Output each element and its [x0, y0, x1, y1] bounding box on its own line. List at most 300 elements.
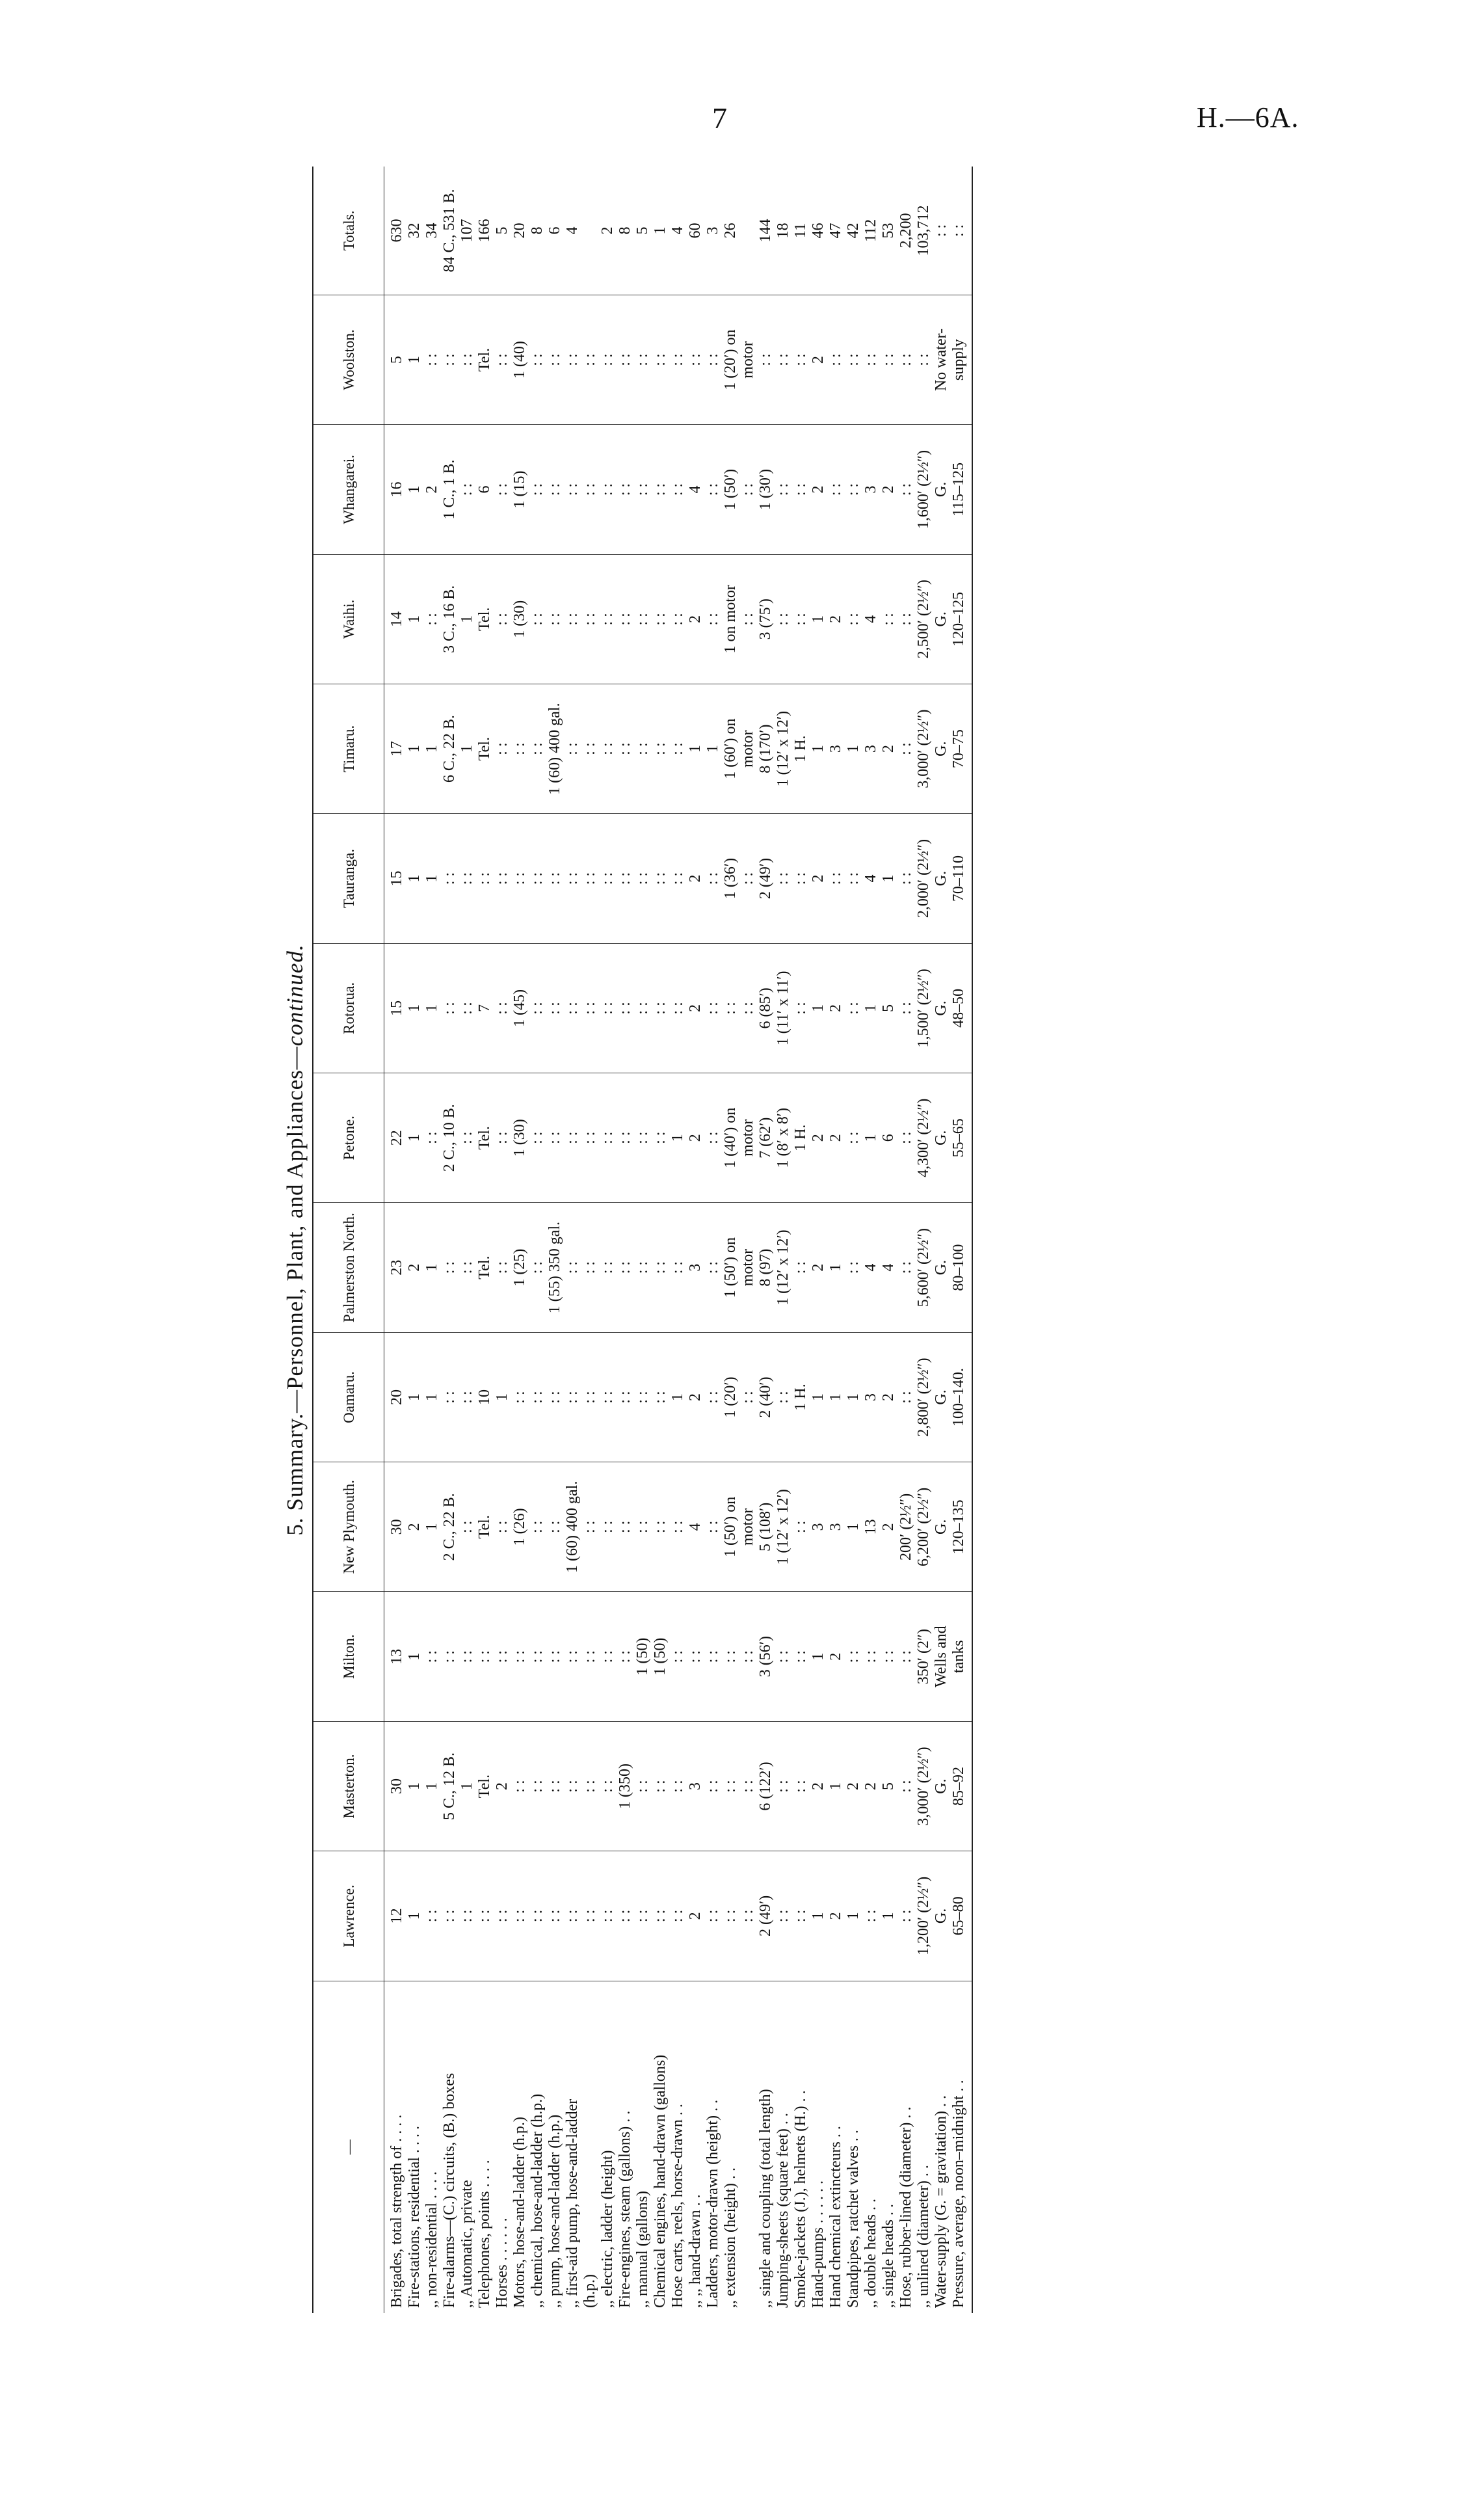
- table-cell: 2: [880, 1393, 897, 1401]
- table-cell: 350′ (2″): [915, 1629, 932, 1685]
- header-row: [313, 167, 384, 2313]
- table-cell: [739, 1983, 757, 2308]
- table-cell: 1: [406, 1652, 423, 1661]
- table-cell: 1: [810, 745, 827, 753]
- table-cell: : :: [617, 1261, 633, 1274]
- table-cell: : :: [845, 613, 862, 626]
- table-cell: : :: [458, 1909, 475, 1923]
- table-cell: 1 on motor: [722, 585, 739, 654]
- table-cell: 1 (30′): [757, 468, 774, 511]
- table-cell: : :: [494, 1002, 511, 1015]
- table-cell: : :: [599, 1391, 616, 1404]
- table-cell: 4,300′ (2½″): [915, 1098, 932, 1177]
- table-cell: motor: [739, 341, 756, 379]
- table-cell: 1 (30): [511, 600, 528, 638]
- table-cell: 7: [476, 1004, 493, 1012]
- table-cell: : :: [739, 872, 756, 885]
- table-cell: : :: [915, 353, 932, 366]
- table-cell: G.: [933, 1519, 950, 1535]
- table-cell: 18: [775, 222, 791, 239]
- table-cell: : :: [458, 1261, 475, 1274]
- page-reference: H.—6A.: [1197, 101, 1299, 133]
- table-cell: : :: [494, 742, 511, 755]
- table-cell: 42: [845, 222, 862, 239]
- column-header: Tauranga.: [313, 814, 384, 943]
- column-header: Waihi.: [313, 554, 384, 684]
- data-column: [384, 1592, 973, 1721]
- table-cell: 1: [669, 1393, 686, 1401]
- table-cell: : :: [687, 353, 704, 366]
- table-cell: 5: [388, 356, 405, 364]
- table-cell: : :: [529, 1391, 546, 1404]
- table-cell: : :: [739, 1391, 756, 1404]
- table-cell: 1: [406, 745, 423, 753]
- data-column: [384, 167, 973, 295]
- table-cell: : :: [617, 872, 633, 885]
- table-cell: : :: [441, 353, 458, 366]
- table-cell: : :: [546, 872, 563, 885]
- table-cell: Smoke-jackets (J.), helmets (H.) . .: [792, 2090, 809, 2308]
- table-cell: : :: [652, 1002, 669, 1015]
- table-cell: : :: [564, 1650, 581, 1663]
- table-cell: 2: [687, 874, 704, 883]
- table-cell: Tel.: [476, 1126, 493, 1150]
- table-cell: G.: [933, 1000, 950, 1016]
- table-cell: 32: [406, 222, 423, 239]
- table-cell: 2: [827, 1134, 844, 1142]
- table-cell: [581, 168, 599, 293]
- table-cell: : :: [950, 224, 967, 237]
- table-cell: 2 (49′): [757, 857, 774, 900]
- table-cell: 6: [880, 1134, 897, 1142]
- table-cell: : :: [546, 1520, 563, 1533]
- table-cell: 4: [862, 1263, 879, 1272]
- table-cell: : :: [458, 353, 475, 366]
- table-cell: : :: [897, 1650, 914, 1663]
- table-cell: : :: [599, 1909, 616, 1923]
- table-cell: : :: [617, 1131, 633, 1144]
- table-cell: : :: [546, 483, 563, 496]
- table-cell: : :: [897, 353, 914, 366]
- table-cell: 200′ (2½″): [897, 1493, 914, 1561]
- table-cell: 8: [617, 226, 633, 235]
- table-cell: 2: [687, 1004, 704, 1012]
- table-cell: : :: [634, 483, 651, 496]
- table-cell: : :: [494, 1520, 511, 1533]
- table-cell: 1: [406, 1393, 423, 1401]
- data-column: [384, 425, 973, 554]
- table-cell: : :: [599, 1780, 616, 1793]
- table-cell: : :: [599, 353, 616, 366]
- table-cell: 1: [406, 1912, 423, 1920]
- table-cell: 2: [810, 874, 827, 883]
- table-cell: : :: [634, 353, 651, 366]
- table-cell: : :: [529, 1650, 546, 1663]
- table-cell: 2: [880, 485, 897, 494]
- table-cell: G.: [933, 870, 950, 887]
- table-cell: : :: [529, 1520, 546, 1533]
- table-cell: Fire-stations, residential . . . .: [406, 2126, 423, 2308]
- table-cell: : :: [494, 1909, 511, 1923]
- table-cell: 1 (26): [511, 1508, 528, 1546]
- data-column: [384, 684, 973, 813]
- table-cell: : :: [599, 872, 616, 885]
- table-cell: 1 (50): [634, 1637, 651, 1676]
- table-cell: : :: [897, 1261, 914, 1274]
- table-cell: : :: [845, 1261, 862, 1274]
- table-cell: Brigades, total strength of . . . .: [388, 2114, 405, 2308]
- table-cell: 22: [388, 1130, 405, 1146]
- table-cell: 1,500′ (2½″): [915, 969, 932, 1048]
- table-cell: 103,712: [915, 205, 932, 256]
- table-cell: : :: [581, 1131, 598, 1144]
- table-cell: : :: [634, 1391, 651, 1404]
- table-cell: 1: [810, 1004, 827, 1012]
- table-cell: 1 (350): [617, 1763, 633, 1810]
- table-cell: : :: [564, 742, 581, 755]
- table-cell: : :: [441, 872, 458, 885]
- table-cell: 3: [810, 1523, 827, 1531]
- table-cell: 3 (75′): [757, 598, 774, 640]
- table-cell: Ladders, motor-drawn (height) . .: [704, 2099, 721, 2308]
- table-cell: : :: [529, 613, 546, 626]
- table-cell: : :: [704, 1391, 721, 1404]
- table-cell: : :: [529, 353, 546, 366]
- table-cell: 1 (55) 350 gal.: [546, 1221, 563, 1314]
- table-cell: 1: [862, 1134, 879, 1142]
- table-cell: 5 (108′): [757, 1502, 774, 1551]
- table-cell: 2: [827, 1004, 844, 1012]
- table-cell: : :: [669, 353, 686, 366]
- table-cell: No water-: [933, 328, 950, 392]
- summary-table: [312, 167, 973, 2313]
- table-cell: : :: [458, 1391, 475, 1404]
- table-cell: 1 (25): [511, 1248, 528, 1287]
- table-cell: : :: [529, 1780, 546, 1793]
- table-cell: : :: [634, 742, 651, 755]
- table-cell: : :: [581, 483, 598, 496]
- table-cell: G.: [933, 1130, 950, 1146]
- table-cell: 2: [494, 1782, 511, 1791]
- table-cell: 2: [687, 1134, 704, 1142]
- table-cell: 1: [652, 226, 669, 235]
- table-cell: 8 (170′): [757, 724, 774, 773]
- table-cell: : :: [827, 353, 844, 366]
- table-cell: : :: [634, 1131, 651, 1144]
- table-cell: : :: [599, 1520, 616, 1533]
- data-column: [384, 943, 973, 1073]
- table-cell: : :: [511, 1780, 528, 1793]
- table-cell: : :: [775, 872, 791, 885]
- table-cell: 1: [827, 1782, 844, 1791]
- table-cell: 30: [388, 1519, 405, 1535]
- table-cell: 4: [687, 1523, 704, 1531]
- table-cell: : :: [599, 613, 616, 626]
- table-cell: 1: [406, 874, 423, 883]
- table-cell: 2: [406, 1263, 423, 1272]
- table-cell: : :: [564, 1780, 581, 1793]
- data-column: [384, 1721, 973, 1851]
- table-cell: Telephones, points . . . .: [476, 2160, 493, 2308]
- table-cell: Hose carts, reels, horse-drawn . .: [669, 2104, 686, 2308]
- table-cell: 16: [388, 481, 405, 498]
- table-cell: : :: [529, 742, 546, 755]
- table-cell: ,, double heads . .: [862, 2199, 879, 2308]
- table-cell: 20: [388, 1389, 405, 1405]
- table-cell: : :: [599, 742, 616, 755]
- table-cell: : :: [897, 742, 914, 755]
- table-cell: : :: [669, 872, 686, 885]
- table-cell: ,, extension (height) . .: [722, 2167, 739, 2308]
- table-cell: : :: [581, 1391, 598, 1404]
- table-cell: : :: [441, 1391, 458, 1404]
- table-cell: 1 (40′) on: [722, 1107, 739, 1168]
- data-column: [384, 1203, 973, 1332]
- page-number: 7: [712, 101, 727, 135]
- column-header: Rotorua.: [313, 943, 384, 1073]
- table-cell: : :: [880, 1650, 897, 1663]
- table-cell: ,, single heads . .: [880, 2204, 897, 2308]
- table-cell: 1: [423, 1393, 440, 1401]
- table-cell: 15: [388, 870, 405, 887]
- table-cell: : :: [775, 1391, 791, 1404]
- table-cell: 1 C., 1 B.: [441, 459, 458, 520]
- table-cell: : :: [704, 1261, 721, 1274]
- table-cell: Chemical engines, hand-drawn (gallons): [652, 2054, 669, 2308]
- table-cell: supply: [950, 339, 967, 381]
- table-cell: 3: [862, 745, 879, 753]
- table-cell: : :: [458, 872, 475, 885]
- table-cell: : :: [494, 872, 511, 885]
- table-cell: Fire-engines, steam (gallons) . .: [617, 2110, 633, 2308]
- column-header: New Plymouth.: [313, 1462, 384, 1592]
- table-cell: : :: [564, 353, 581, 366]
- table-cell: : :: [704, 872, 721, 885]
- table-cell: : :: [564, 1909, 581, 1923]
- table-cell: 1 (60′) on: [722, 718, 739, 779]
- table-cell: : :: [775, 353, 791, 366]
- table-cell: : :: [669, 1261, 686, 1274]
- table-cell: 1: [423, 874, 440, 883]
- table-cell: : :: [775, 483, 791, 496]
- table-cell: 84 C., 531 B.: [441, 189, 458, 273]
- table-cell: : :: [634, 1520, 651, 1533]
- table-cell: 3: [862, 485, 879, 494]
- table-cell: G.: [933, 1259, 950, 1276]
- column-header: Woolston.: [313, 295, 384, 424]
- table-cell: : :: [669, 1002, 686, 1015]
- table-cell: : :: [827, 872, 844, 885]
- table-cell: 4: [880, 1263, 897, 1272]
- table-cell: motor: [739, 730, 756, 768]
- table-cell: G.: [933, 1389, 950, 1405]
- table-cell: 1: [458, 615, 475, 623]
- table-cell: 1 (36′): [722, 857, 739, 900]
- table-cell: 14: [388, 611, 405, 627]
- table-cell: : :: [862, 353, 879, 366]
- table-cell: 23: [388, 1259, 405, 1276]
- table-cell: : :: [546, 1909, 563, 1923]
- table-cell: : :: [704, 1131, 721, 1144]
- table-cell: 1: [423, 1004, 440, 1012]
- table-cell: : :: [617, 1520, 633, 1533]
- table-cell: 112: [862, 219, 879, 243]
- table-cell: 2: [810, 1134, 827, 1142]
- table-cell: : :: [617, 1909, 633, 1923]
- table-cell: : :: [546, 1780, 563, 1793]
- table-cell: 4: [564, 226, 581, 235]
- table-cell: 8: [529, 226, 546, 235]
- table-cell: : :: [494, 1650, 511, 1663]
- table-cell: 2 (49′): [757, 1895, 774, 1937]
- table-cell: : :: [792, 1650, 809, 1663]
- table-cell: : :: [652, 483, 669, 496]
- table-cell: ,, ,, hand-drawn . .: [687, 2194, 704, 2308]
- table-cell: ,, manual (gallons): [634, 2191, 651, 2308]
- table-cell: 1 (8′ x 8′): [775, 1108, 791, 1168]
- table-cell: : :: [634, 613, 651, 626]
- table-cell: 1: [845, 745, 862, 753]
- table-cell: : :: [546, 1391, 563, 1404]
- data-column: [384, 554, 973, 684]
- table-cell: 1 H.: [792, 1384, 809, 1411]
- table-cell: 2 (40′): [757, 1376, 774, 1418]
- table-cell: 144: [757, 219, 774, 243]
- table-cell: : :: [546, 1650, 563, 1663]
- table-cell: : :: [581, 1261, 598, 1274]
- table-cell: 1: [458, 1782, 475, 1791]
- table-cell: Pressure, average, noon–midnight . .: [950, 2080, 967, 2308]
- table-cell: 1: [880, 1912, 897, 1920]
- table-cell: 1: [880, 874, 897, 883]
- table-cell: 1 (45): [511, 989, 528, 1027]
- table-cell: 1 (50): [652, 1637, 669, 1676]
- table-cell: : :: [494, 483, 511, 496]
- table-cell: 2 C., 22 B.: [441, 1493, 458, 1561]
- table-cell: : :: [564, 1261, 581, 1274]
- table-cell: : :: [722, 1780, 739, 1793]
- table-cell: 53: [880, 222, 897, 239]
- column-header: Totals.: [313, 167, 384, 295]
- table-cell: 1 (15): [511, 470, 528, 509]
- table-cell: 26: [722, 222, 739, 239]
- table-cell: 60: [687, 222, 704, 239]
- table-cell: : :: [476, 1650, 493, 1663]
- table-cell: : :: [880, 613, 897, 626]
- table-cell: motor: [739, 1508, 756, 1546]
- table-cell: Motors, hose-and-ladder (h.p.): [511, 2117, 528, 2308]
- table-cell: 2: [827, 1652, 844, 1661]
- table-cell: 48–50: [950, 988, 967, 1028]
- table-cell: : :: [511, 872, 528, 885]
- table-cell: : :: [775, 1780, 791, 1793]
- table-cell: 5: [880, 1782, 897, 1791]
- table-cell: : :: [792, 1002, 809, 1015]
- table-cell: 2: [687, 615, 704, 623]
- table-cell: 6: [546, 226, 563, 235]
- table-cell: 3: [687, 1263, 704, 1272]
- table-cell: : :: [458, 1650, 475, 1663]
- table-cell: 115–125: [950, 462, 967, 516]
- table-cell: : :: [617, 483, 633, 496]
- table-cell: 3,000′ (2½″): [915, 709, 932, 788]
- table-cell: : :: [775, 1909, 791, 1923]
- table-cell: 2: [810, 485, 827, 494]
- table-cell: : :: [581, 742, 598, 755]
- table-cell: Tel.: [476, 737, 493, 761]
- table-cell: : :: [845, 872, 862, 885]
- table-cell: : :: [617, 1391, 633, 1404]
- table-cell: 2: [810, 1782, 827, 1791]
- table-cell: : :: [564, 1002, 581, 1015]
- table-cell: : :: [739, 1650, 756, 1663]
- table-cell: 2,000′ (2½″): [915, 838, 932, 918]
- table-cell: Hand chemical extincteurs . .: [827, 2126, 844, 2308]
- table-cell: 1 (12′ x 12′): [775, 710, 791, 787]
- table-cell: : :: [845, 1650, 862, 1663]
- table-cell: 6,200′ (2½″): [915, 1487, 932, 1566]
- table-cell: 3: [862, 1393, 879, 1401]
- table-cell: Fire-alarms—(C.) circuits, (B.) boxes: [441, 2072, 458, 2308]
- table-cell: : :: [880, 353, 897, 366]
- table-cell: Tel.: [476, 1774, 493, 1799]
- table-cell: 4: [669, 226, 686, 235]
- table-cell: : :: [704, 1650, 721, 1663]
- table-cell: tanks: [950, 1640, 967, 1674]
- table-cell: 2: [423, 485, 440, 494]
- table-cell: Tel.: [476, 347, 493, 372]
- table-cell: 6 (85′): [757, 987, 774, 1029]
- table-cell: 13: [388, 1648, 405, 1665]
- table-cell: : :: [722, 1909, 739, 1923]
- table-cell: G.: [933, 611, 950, 627]
- table-cell: 5: [494, 226, 511, 235]
- table-cell: 107: [458, 219, 475, 243]
- table-cell: 3 (56′): [757, 1636, 774, 1678]
- table-cell: : :: [494, 1261, 511, 1274]
- table-cell: : :: [792, 353, 809, 366]
- table-cell: G.: [933, 1778, 950, 1794]
- data-column: [384, 1462, 973, 1592]
- table-cell: 13: [862, 1519, 879, 1535]
- table-cell: 2,500′ (2½″): [915, 580, 932, 659]
- table-cell: : :: [827, 483, 844, 496]
- table-cell: : :: [845, 353, 862, 366]
- table-cell: 2: [687, 1393, 704, 1401]
- data-column: [384, 1073, 973, 1203]
- table-cell: : :: [599, 1650, 616, 1663]
- table-cell: 2,800′ (2½″): [915, 1358, 932, 1437]
- table-cell: : :: [704, 1780, 721, 1793]
- table-cell: Tel.: [476, 1255, 493, 1280]
- table-cell: : :: [704, 1520, 721, 1533]
- table-cell: 2: [862, 1782, 879, 1791]
- table-cell: : :: [739, 1909, 756, 1923]
- table-cell: : :: [599, 1261, 616, 1274]
- table-cell: : :: [423, 1650, 440, 1663]
- table-cell: : :: [897, 483, 914, 496]
- table-cell: : :: [423, 353, 440, 366]
- table-cell: 3,000′ (2½″): [915, 1747, 932, 1826]
- table-cell: ,, single and coupling (total length): [757, 2089, 774, 2308]
- table-cell: : :: [792, 613, 809, 626]
- table-cell: 47: [827, 222, 844, 239]
- table-cell: : :: [458, 1131, 475, 1144]
- table-cell: 20: [511, 222, 528, 239]
- table-cell: : :: [704, 1002, 721, 1015]
- table-cell: 2: [880, 745, 897, 753]
- table-cell: 5 C., 12 B.: [441, 1752, 458, 1821]
